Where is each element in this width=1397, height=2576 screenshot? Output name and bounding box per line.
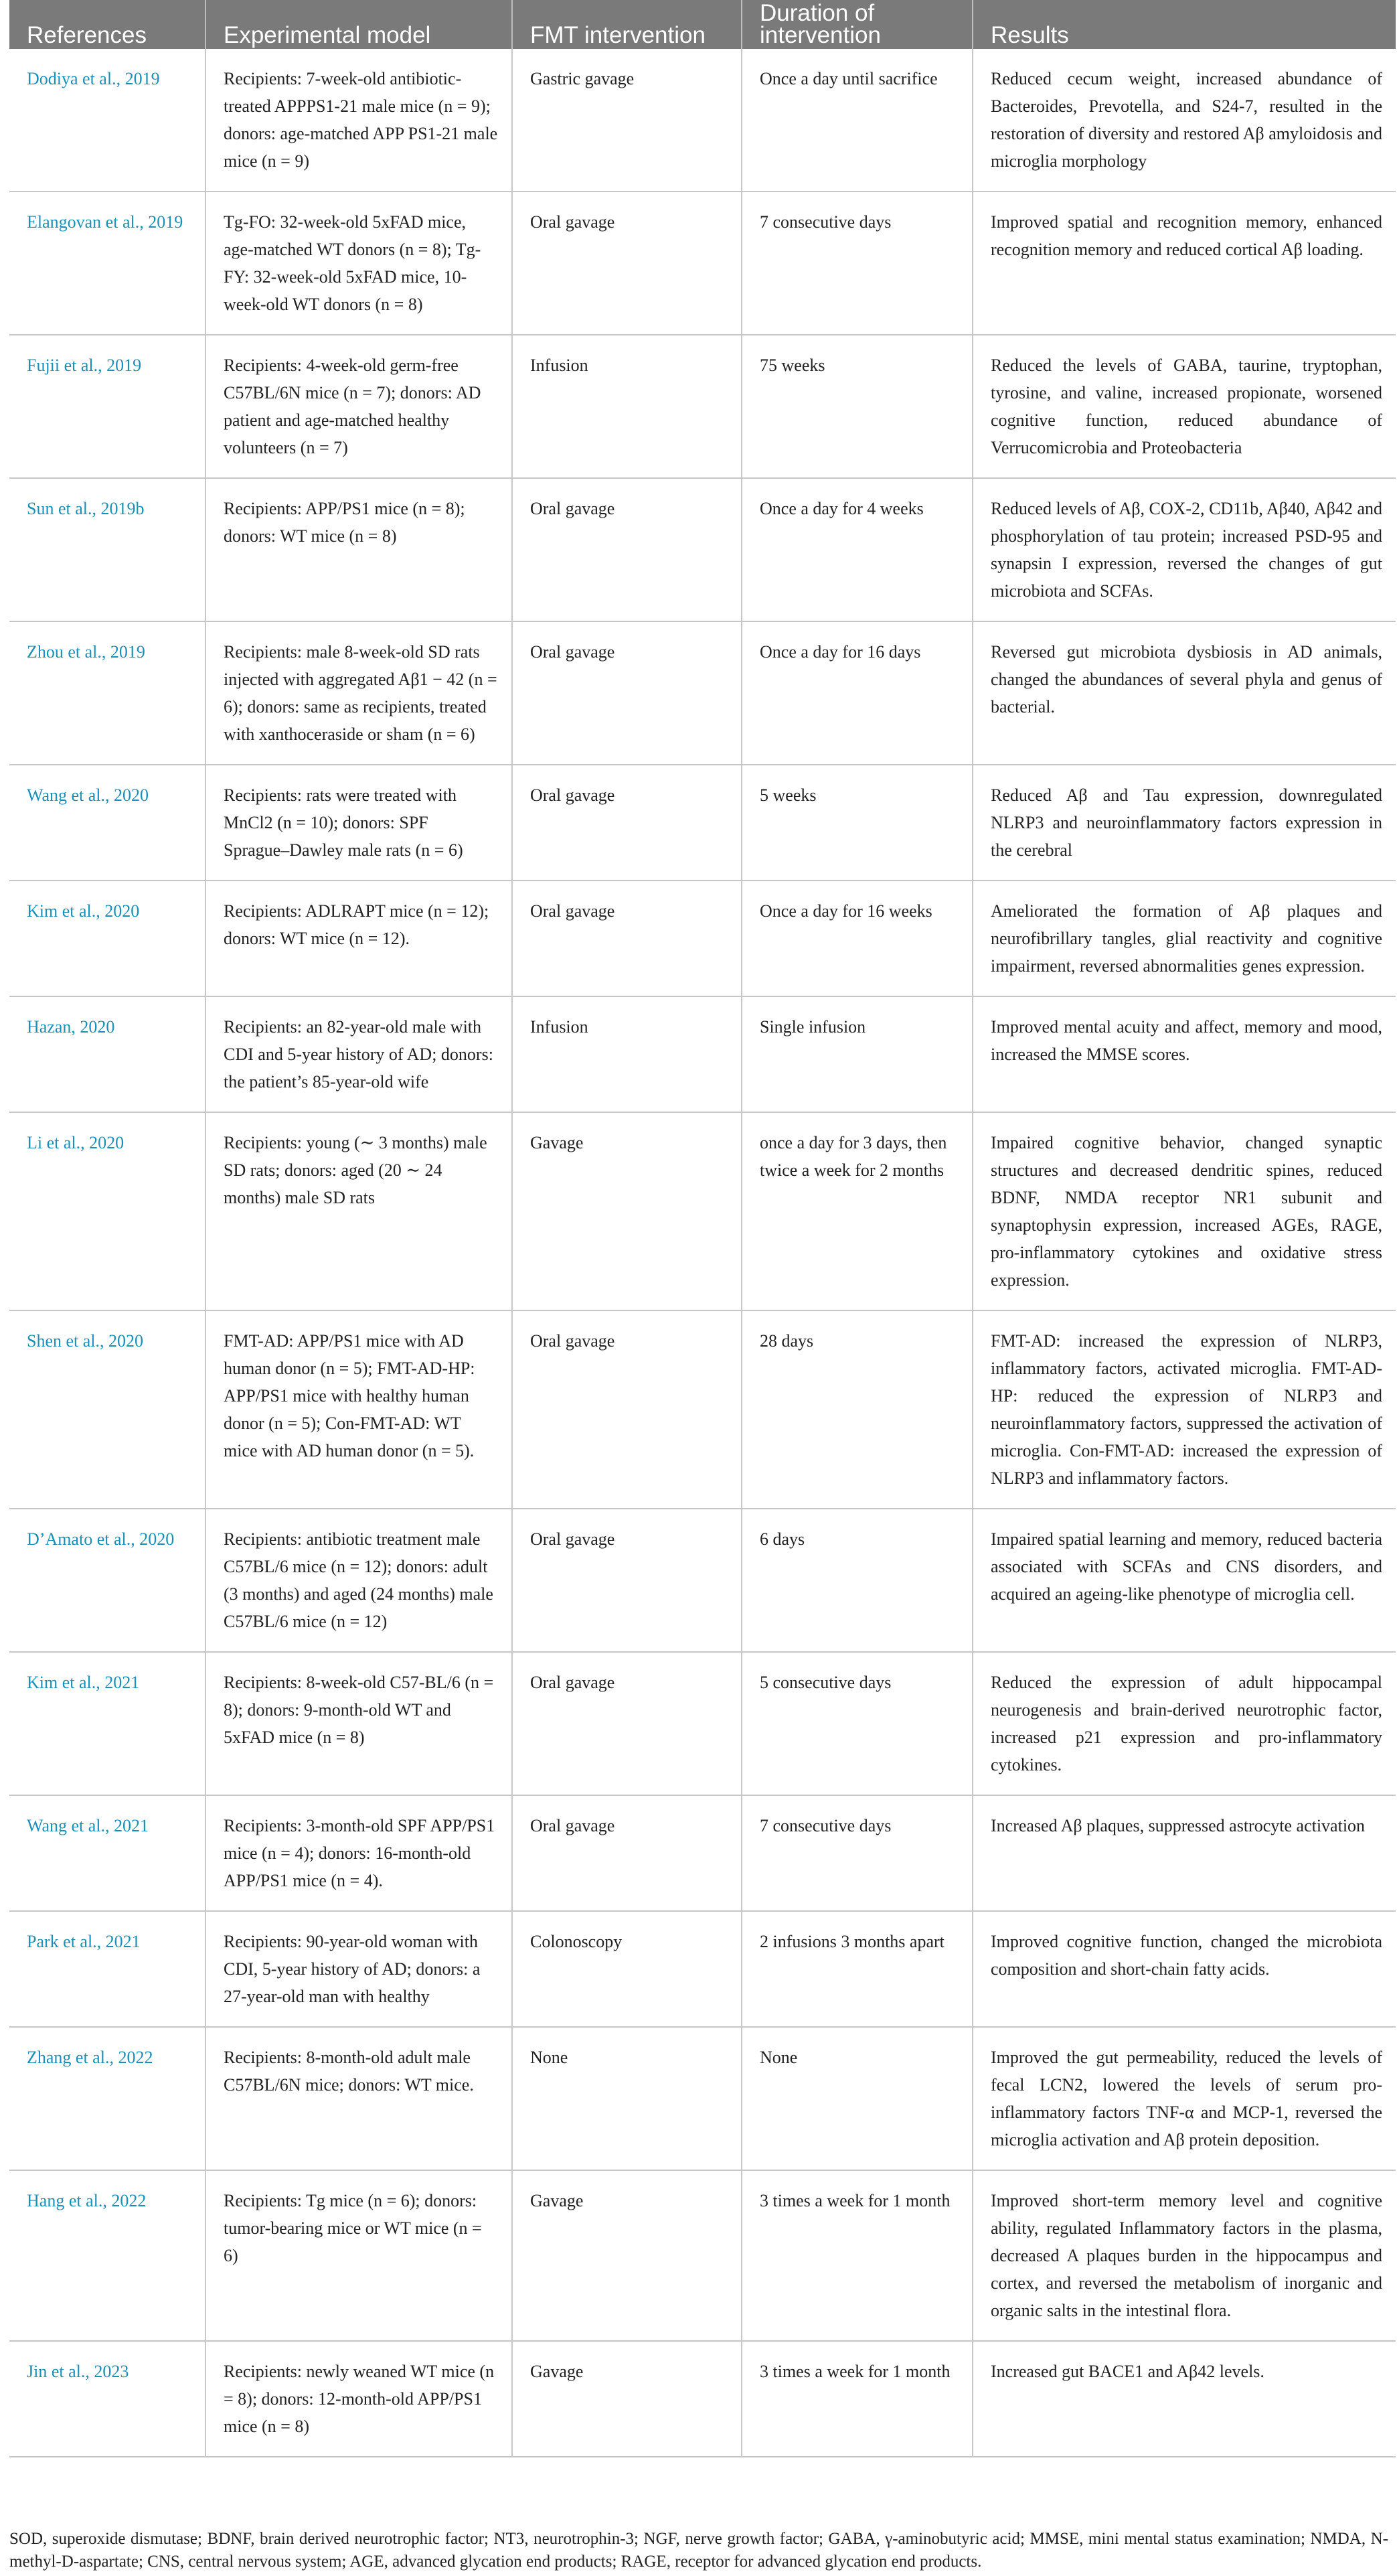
- results-cell: Reduced the levels of GABA, taurine, tryptophan, tyrosine, and valine, increased propionate, worsened cognitive function, reduced abundance of Verrucomicrobia and Proteobacteria: [973, 335, 1396, 478]
- header-results: Results: [973, 0, 1396, 49]
- duration-cell: Once a day for 16 weeks: [742, 881, 973, 996]
- fmt-intervention-cell: Colonoscopy: [512, 1911, 742, 2027]
- reference-link[interactable]: Shen et al., 2020: [9, 1310, 206, 1509]
- reference-link[interactable]: Zhou et al., 2019: [9, 621, 206, 765]
- duration-cell: Single infusion: [742, 996, 973, 1112]
- duration-cell: 2 infusions 3 months apart: [742, 1911, 973, 2027]
- fmt-intervention-cell: Infusion: [512, 996, 742, 1112]
- table-row: [9, 2341, 1396, 2457]
- experimental-model-cell: Recipients: 7-week-old antibiotic-treated APPPS1-21 male mice (n = 9); donors: age-matched APP PS1-21 male mice (n = 9): [206, 49, 512, 192]
- results-cell: Ameliorated the formation of Aβ plaques and neurofibrillary tangles, glial reactivity and cognitive impairment, reversed abnormalities genes expression.: [973, 881, 1396, 996]
- duration-cell: Once a day for 4 weeks: [742, 478, 973, 621]
- results-cell: Reduced Aβ and Tau expression, downregulated NLRP3 and neuroinflammatory factors expression in the cerebral: [973, 765, 1396, 881]
- duration-cell: Once a day until sacrifice: [742, 49, 973, 192]
- header-fmt-intervention: FMT intervention: [512, 0, 742, 49]
- reference-link[interactable]: Li et al., 2020: [9, 1112, 206, 1310]
- fmt-studies-table: [9, 0, 1396, 2457]
- experimental-model-cell: Recipients: male 8-week-old SD rats injected with aggregated Aβ1 − 42 (n = 6); donors: same as recipients, treated with xanthoceraside or sham (n = 6): [206, 621, 512, 765]
- experimental-model-cell: Recipients: Tg mice (n = 6); donors: tumor-bearing mice or WT mice (n = 6): [206, 2170, 512, 2341]
- experimental-model-cell: Recipients: young (∼ 3 months) male SD rats; donors: aged (20 ∼ 24 months) male SD rats: [206, 1112, 512, 1310]
- header-experimental-model: Experimental model: [206, 0, 512, 49]
- results-cell: Reversed gut microbiota dysbiosis in AD animals, changed the abundances of several phyla and genus of bacterial.: [973, 621, 1396, 765]
- reference-link[interactable]: Elangovan et al., 2019: [9, 192, 206, 335]
- experimental-model-cell: Recipients: 3-month-old SPF APP/PS1 mice (n = 4); donors: 16-month-old APP/PS1 mice (n = 4).: [206, 1795, 512, 1911]
- reference-link[interactable]: Wang et al., 2021: [9, 1795, 206, 1911]
- results-cell: Improved mental acuity and affect, memory and mood, increased the MMSE scores.: [973, 996, 1396, 1112]
- results-cell: Impaired cognitive behavior, changed synaptic structures and decreased dendritic spines, reduced BDNF, NMDA receptor NR1 subunit and synaptophysin expression, increased AGEs, RAGE, pro-inflammatory cytokines and oxidative stress expression.: [973, 1112, 1396, 1310]
- table-row: [9, 1509, 1396, 1652]
- table-row: [9, 2170, 1396, 2341]
- fmt-intervention-cell: Oral gavage: [512, 478, 742, 621]
- table-row: [9, 1795, 1396, 1911]
- reference-link[interactable]: Jin et al., 2023: [9, 2341, 206, 2457]
- fmt-intervention-cell: Oral gavage: [512, 1652, 742, 1795]
- reference-link[interactable]: Park et al., 2021: [9, 1911, 206, 2027]
- fmt-intervention-cell: Oral gavage: [512, 1310, 742, 1509]
- results-cell: Impaired spatial learning and memory, reduced bacteria associated with SCFAs and CNS disorders, and acquired an ageing-like phenotype of microglia cell.: [973, 1509, 1396, 1652]
- experimental-model-cell: Recipients: APP/PS1 mice (n = 8); donors: WT mice (n = 8): [206, 478, 512, 621]
- reference-link[interactable]: Sun et al., 2019b: [9, 478, 206, 621]
- fmt-intervention-cell: Oral gavage: [512, 881, 742, 996]
- results-cell: Reduced the expression of adult hippocampal neurogenesis and brain-derived neurotrophic factor, increased p21 expression and pro-inflammatory cytokines.: [973, 1652, 1396, 1795]
- duration-cell: once a day for 3 days, then twice a week for 2 months: [742, 1112, 973, 1310]
- reference-link[interactable]: Dodiya et al., 2019: [9, 49, 206, 192]
- reference-link[interactable]: Kim et al., 2020: [9, 881, 206, 996]
- reference-link[interactable]: Hang et al., 2022: [9, 2170, 206, 2341]
- experimental-model-cell: Recipients: 8-week-old C57-BL/6 (n = 8); donors: 9-month-old WT and 5xFAD mice (n = 8): [206, 1652, 512, 1795]
- header-references: References: [9, 0, 206, 49]
- table-row: [9, 1112, 1396, 1310]
- duration-cell: 5 weeks: [742, 765, 973, 881]
- experimental-model-cell: Recipients: newly weaned WT mice (n = 8); donors: 12-month-old APP/PS1 mice (n = 8): [206, 2341, 512, 2457]
- results-cell: Reduced cecum weight, increased abundance of Bacteroides, Prevotella, and S24-7, resulted in the restoration of diversity and restored Aβ amyloidosis and microglia morphology: [973, 49, 1396, 192]
- duration-cell: 3 times a week for 1 month: [742, 2170, 973, 2341]
- reference-link[interactable]: Wang et al., 2020: [9, 765, 206, 881]
- reference-link[interactable]: Kim et al., 2021: [9, 1652, 206, 1795]
- header-duration: Duration of intervention: [742, 0, 973, 49]
- table-row: [9, 1652, 1396, 1795]
- results-cell: Improved short-term memory level and cognitive ability, regulated Inflammatory factors in the plasma, decreased A plaques burden in the hippocampus and cortex, and reversed the metabolism of inorganic and organic salts in the intestinal flora.: [973, 2170, 1396, 2341]
- experimental-model-cell: Recipients: 4-week-old germ-free C57BL/6N mice (n = 7); donors: AD patient and age-matched healthy volunteers (n = 7): [206, 335, 512, 478]
- table-row: [9, 765, 1396, 881]
- results-cell: Increased Aβ plaques, suppressed astrocyte activation: [973, 1795, 1396, 1911]
- fmt-intervention-cell: None: [512, 2027, 742, 2170]
- fmt-intervention-cell: Oral gavage: [512, 1795, 742, 1911]
- duration-cell: 3 times a week for 1 month: [742, 2341, 973, 2457]
- fmt-intervention-cell: Oral gavage: [512, 765, 742, 881]
- table-row: [9, 49, 1396, 192]
- reference-link[interactable]: D’Amato et al., 2020: [9, 1509, 206, 1652]
- results-cell: FMT-AD: increased the expression of NLRP3, inflammatory factors, activated microglia. FMT-AD-HP: reduced the expression of NLRP3 and neuroinflammatory factors, suppressed the activation of microglia. Con-FMT-AD: increased the expression of NLRP3 and inflammatory factors.: [973, 1310, 1396, 1509]
- fmt-intervention-cell: Gavage: [512, 1112, 742, 1310]
- duration-cell: 7 consecutive days: [742, 1795, 973, 1911]
- reference-link[interactable]: Fujii et al., 2019: [9, 335, 206, 478]
- results-cell: Improved spatial and recognition memory, enhanced recognition memory and reduced cortical Aβ loading.: [973, 192, 1396, 335]
- experimental-model-cell: Recipients: an 82-year-old male with CDI and 5-year history of AD; donors: the patient’s 85-year-old wife: [206, 996, 512, 1112]
- results-cell: Improved cognitive function, changed the microbiota composition and short-chain fatty acids.: [973, 1911, 1396, 2027]
- experimental-model-cell: Tg-FO: 32-week-old 5xFAD mice, age-matched WT donors (n = 8); Tg-FY: 32-week-old 5xFAD mice, 10-week-old WT donors (n = 8): [206, 192, 512, 335]
- table-row: [9, 881, 1396, 996]
- results-cell: Improved the gut permeability, reduced the levels of fecal LCN2, lowered the levels of serum pro-inflammatory factors TNF-α and MCP-1, reversed the microglia activation and Aβ protein deposition.: [973, 2027, 1396, 2170]
- fmt-intervention-cell: Gavage: [512, 2170, 742, 2341]
- table-row: [9, 996, 1396, 1112]
- fmt-intervention-cell: Oral gavage: [512, 1509, 742, 1652]
- experimental-model-cell: Recipients: antibiotic treatment male C57BL/6 mice (n = 12); donors: adult (3 months) and aged (24 months) male C57BL/6 mice (n = 12): [206, 1509, 512, 1652]
- fmt-intervention-cell: Oral gavage: [512, 192, 742, 335]
- duration-cell: 6 days: [742, 1509, 973, 1652]
- duration-cell: 28 days: [742, 1310, 973, 1509]
- experimental-model-cell: FMT-AD: APP/PS1 mice with AD human donor (n = 5); FMT-AD-HP: APP/PS1 mice with healthy human donor (n = 5); Con-FMT-AD: WT mice with AD human donor (n = 5).: [206, 1310, 512, 1509]
- reference-link[interactable]: Zhang et al., 2022: [9, 2027, 206, 2170]
- fmt-intervention-cell: Gavage: [512, 2341, 742, 2457]
- table-row: [9, 192, 1396, 335]
- experimental-model-cell: Recipients: ADLRAPT mice (n = 12); donors: WT mice (n = 12).: [206, 881, 512, 996]
- experimental-model-cell: Recipients: 8-month-old adult male C57BL/6N mice; donors: WT mice.: [206, 2027, 512, 2170]
- fmt-intervention-cell: Oral gavage: [512, 621, 742, 765]
- table-row: [9, 335, 1396, 478]
- table-row: [9, 478, 1396, 621]
- table-row: [9, 1911, 1396, 2027]
- fmt-intervention-cell: Infusion: [512, 335, 742, 478]
- duration-cell: Once a day for 16 days: [742, 621, 973, 765]
- table-row: [9, 1310, 1396, 1509]
- duration-cell: 75 weeks: [742, 335, 973, 478]
- duration-cell: 5 consecutive days: [742, 1652, 973, 1795]
- duration-cell: 7 consecutive days: [742, 192, 973, 335]
- experimental-model-cell: Recipients: rats were treated with MnCl2 (n = 10); donors: SPF Sprague–Dawley male rats (n = 6): [206, 765, 512, 881]
- table-header-row: [9, 0, 1396, 49]
- results-cell: Increased gut BACE1 and Aβ42 levels.: [973, 2341, 1396, 2457]
- table-footnote: SOD, superoxide dismutase; BDNF, brain derived neurotrophic factor; NT3, neurotrophin-3; NGF, nerve growth factor; GABA, γ-aminobutyric acid; MMSE, mini mental status examination; NMDA, N-methyl-D-aspartate; CNS, central nervous system; AGE, advanced glycation end products; RAGE, receptor for advanced glycation end products.: [9, 2530, 1388, 2571]
- table-row: [9, 621, 1396, 765]
- experimental-model-cell: Recipients: 90-year-old woman with CDI, 5-year history of AD; donors: a 27-year-old man with healthy: [206, 1911, 512, 2027]
- reference-link[interactable]: Hazan, 2020: [9, 996, 206, 1112]
- duration-cell: None: [742, 2027, 973, 2170]
- table-row: [9, 2027, 1396, 2170]
- results-cell: Reduced levels of Aβ, COX-2, CD11b, Aβ40, Aβ42 and phosphorylation of tau protein; increased PSD-95 and synapsin I expression, reversed the changes of gut microbiota and SCFAs.: [973, 478, 1396, 621]
- fmt-intervention-cell: Gastric gavage: [512, 49, 742, 192]
